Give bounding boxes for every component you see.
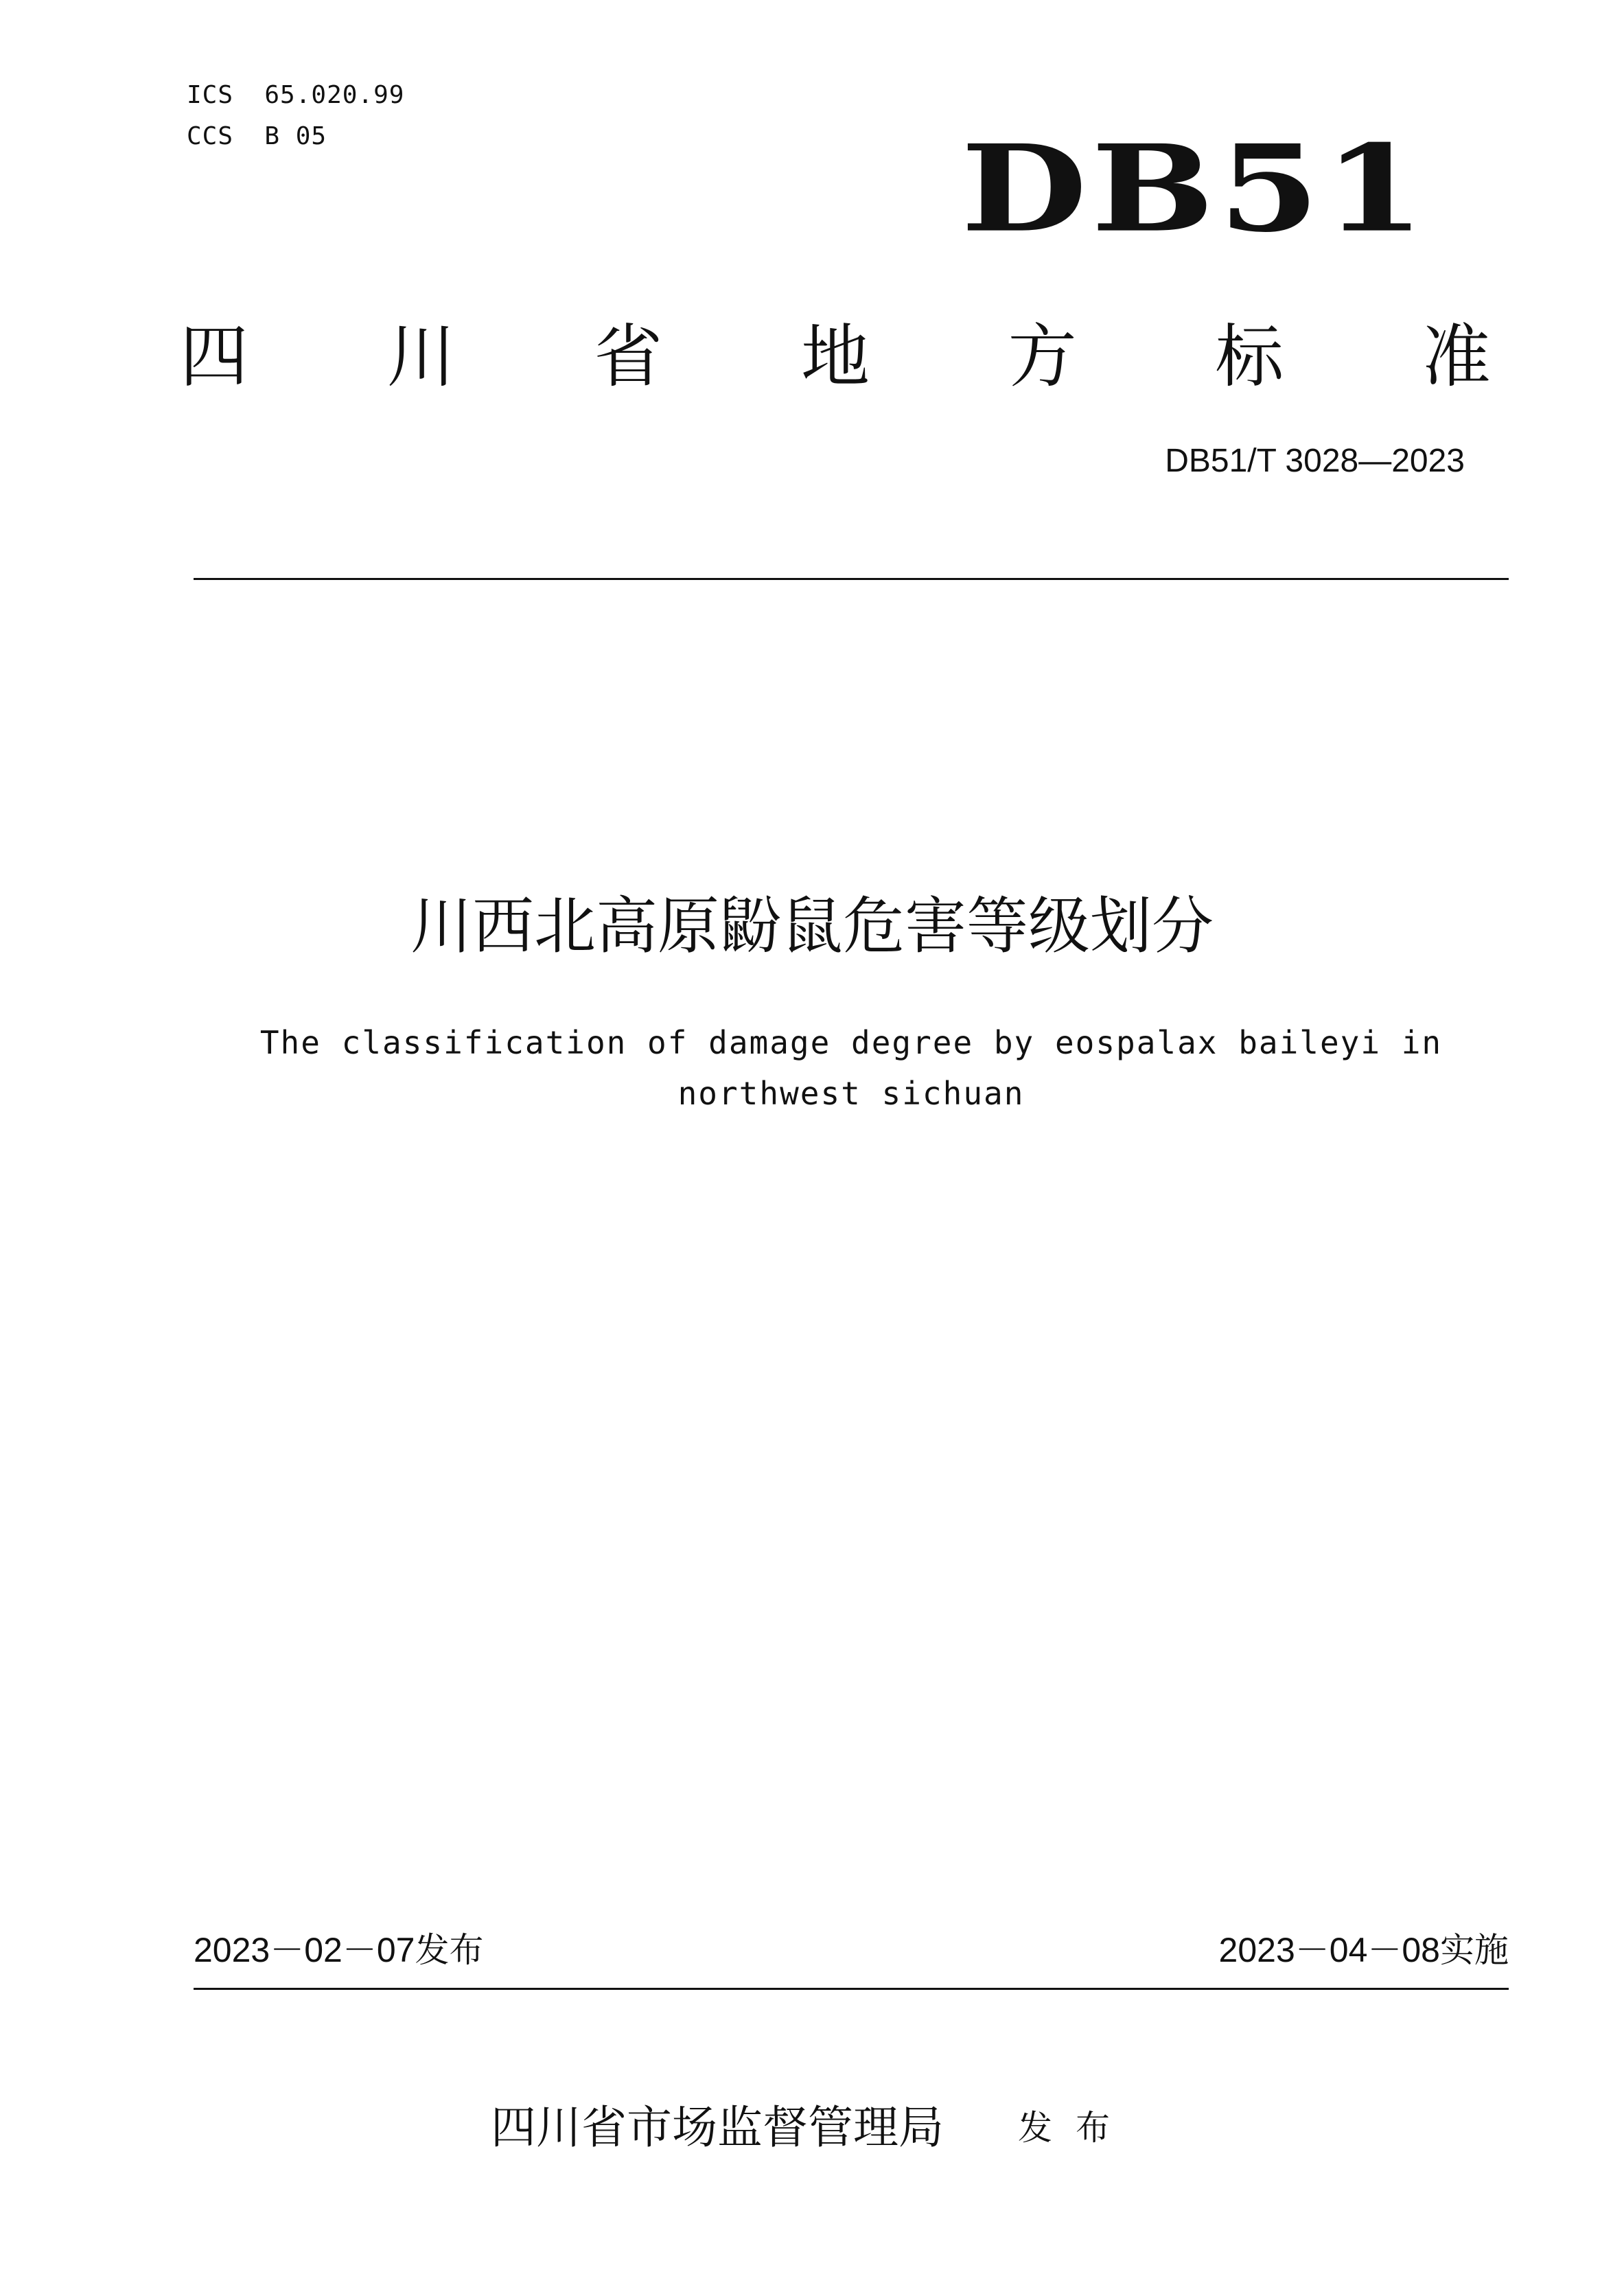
issue-date-line bbox=[194, 1930, 484, 1970]
standard-category bbox=[180, 316, 1491, 398]
category-char: 省 bbox=[594, 316, 663, 397]
category-char: 四 bbox=[180, 316, 248, 397]
title-chinese: 川西北高原鼢鼠危害等级划分 bbox=[410, 890, 1214, 962]
category-char: 地 bbox=[800, 316, 870, 397]
issue-label: 发布 bbox=[415, 1930, 484, 1970]
category-char: 准 bbox=[1422, 316, 1491, 397]
ics-code: ICS 65.020.99 bbox=[187, 81, 405, 109]
standard-mark: DB51 bbox=[961, 118, 1430, 259]
category-char: 标 bbox=[1215, 316, 1284, 397]
authority-line bbox=[0, 2094, 1624, 2162]
category-char: 川 bbox=[386, 316, 456, 397]
standard-number: DB51/T 3028—2023 bbox=[1165, 443, 1465, 479]
issue-date: 2023－02－07 bbox=[194, 1931, 415, 1969]
publish-label: 发布 bbox=[1018, 2108, 1133, 2148]
implement-label: 实施 bbox=[1440, 1930, 1509, 1970]
category-char: 方 bbox=[1008, 316, 1077, 397]
issuing-authority: 四川省市场监督管理局 bbox=[491, 2101, 944, 2154]
implement-date-line bbox=[1218, 1930, 1509, 1970]
top-divider bbox=[194, 578, 1509, 580]
ccs-code: CCS B 05 bbox=[187, 122, 327, 150]
bottom-divider bbox=[194, 1988, 1509, 1990]
title-english: The classification of damage degree by eospalax baileyi in northwest sichuan bbox=[259, 1024, 1443, 1112]
implement-date: 2023－04－08 bbox=[1218, 1931, 1440, 1969]
